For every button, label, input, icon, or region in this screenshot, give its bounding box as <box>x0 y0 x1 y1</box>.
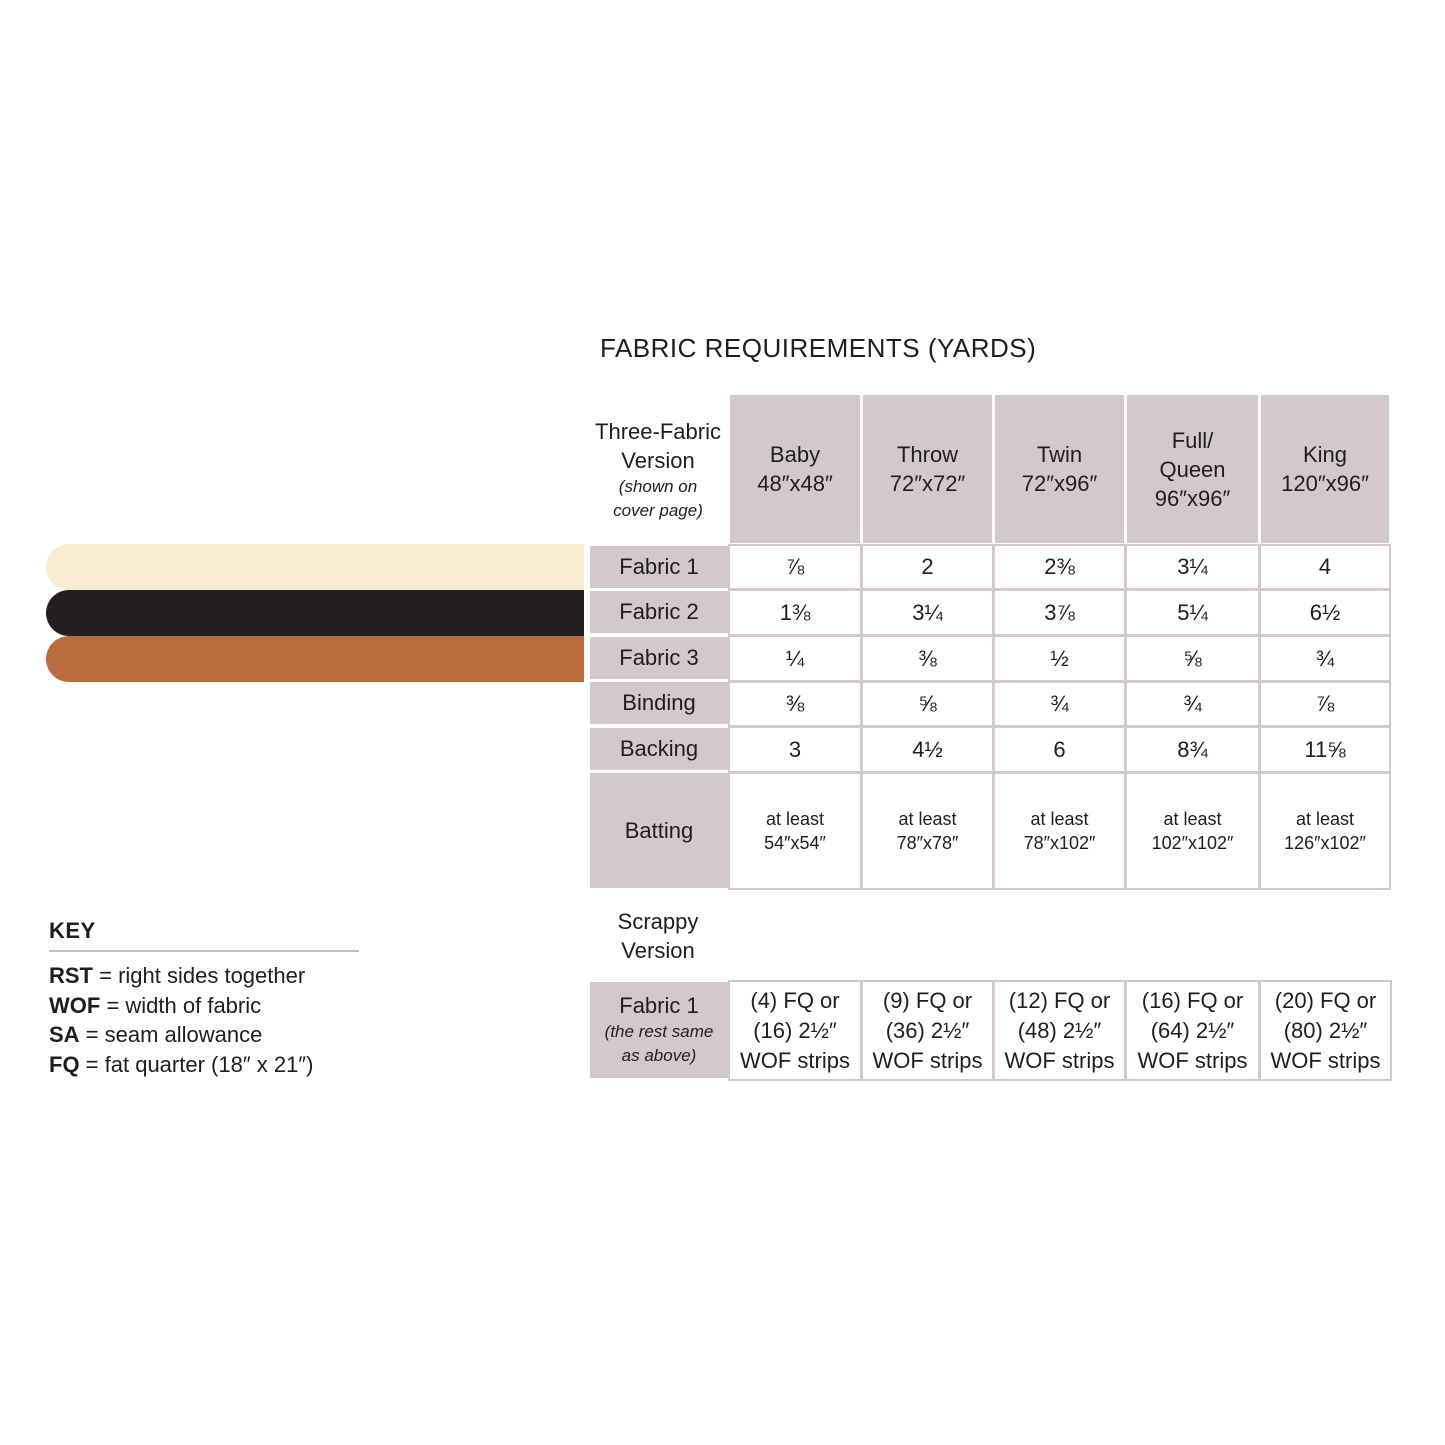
table-cell: ⅜ <box>728 681 862 727</box>
fabric-1-swatch <box>46 544 584 590</box>
key-divider <box>49 950 359 952</box>
batting-cell: at least 78″x78″ <box>861 772 994 890</box>
three-fabric-version-label: Three-Fabric Version (shown on cover page) <box>590 417 726 523</box>
table-cell: ½ <box>993 635 1126 682</box>
scrappy-cell: (20) FQ or (80) 2½″ WOF strips <box>1259 980 1392 1081</box>
fabric-2-swatch <box>46 590 584 636</box>
table-cell: 1⅜ <box>728 589 862 636</box>
column-header-king: King 120″x96″ <box>1261 395 1389 543</box>
key-item-fq: FQ = fat quarter (18″ x 21″) <box>49 1052 314 1077</box>
row-label-fabric-2: Fabric 2 <box>590 591 728 633</box>
table-cell: ⅜ <box>861 635 994 682</box>
table-cell: 5¼ <box>1125 589 1260 636</box>
page-title: FABRIC REQUIREMENTS (YARDS) <box>600 333 1037 363</box>
table-cell: 8¾ <box>1125 726 1260 773</box>
key-title: KEY <box>49 918 96 943</box>
table-cell: ¾ <box>1125 681 1260 727</box>
table-cell: 2⅜ <box>993 544 1126 590</box>
column-header-twin: Twin 72″x96″ <box>995 395 1124 543</box>
batting-cell: at least 126″x102″ <box>1259 772 1391 890</box>
table-cell: ⅞ <box>1259 681 1391 727</box>
row-label-fabric-1: Fabric 1 <box>590 546 728 588</box>
three-fabric-note: (shown on <box>618 477 698 496</box>
table-cell: ⅞ <box>728 544 862 590</box>
table-cell: 6½ <box>1259 589 1391 636</box>
table-cell: ⅝ <box>861 681 994 727</box>
row-label-binding: Binding <box>590 682 728 724</box>
table-cell: ¾ <box>993 681 1126 727</box>
batting-cell: at least 78″x102″ <box>993 772 1126 890</box>
key-item-rst: RST = right sides together <box>49 963 306 988</box>
table-cell: 4 <box>1259 544 1391 590</box>
scrappy-cell: (4) FQ or (16) 2½″ WOF strips <box>728 980 862 1081</box>
row-label-backing: Backing <box>590 728 728 770</box>
table-cell: ¾ <box>1259 635 1391 682</box>
table-cell: 3¼ <box>1125 544 1260 590</box>
row-label-batting: Batting <box>590 773 728 888</box>
column-header-throw: Throw 72″x72″ <box>863 395 992 543</box>
table-cell: 3¼ <box>861 589 994 636</box>
table-cell: 3 <box>728 726 862 773</box>
table-cell: 4½ <box>861 726 994 773</box>
scrappy-version-label: Scrappy Version <box>617 909 699 963</box>
scrappy-cell: (9) FQ or (36) 2½″ WOF strips <box>861 980 994 1081</box>
table-cell: 11⅝ <box>1259 726 1391 773</box>
table-cell: ¼ <box>728 635 862 682</box>
scrappy-cell: (12) FQ or (48) 2½″ WOF strips <box>993 980 1126 1081</box>
table-cell: 2 <box>861 544 994 590</box>
key-item-wof: WOF = width of fabric <box>49 993 262 1018</box>
table-cell: 6 <box>993 726 1126 773</box>
fabric-3-swatch <box>46 636 584 682</box>
row-label-fabric-3: Fabric 3 <box>590 637 728 679</box>
key-item-sa: SA = seam allowance <box>49 1022 263 1047</box>
column-header-full-queen: Full/ Queen 96″x96″ <box>1127 395 1258 543</box>
batting-cell: at least 54″x54″ <box>728 772 862 890</box>
row-label-scrappy-fabric-1: Fabric 1 (the rest same as above) <box>590 982 728 1078</box>
column-header-baby: Baby 48″x48″ <box>730 395 860 543</box>
table-cell: 3⅞ <box>993 589 1126 636</box>
scrappy-cell: (16) FQ or (64) 2½″ WOF strips <box>1125 980 1260 1081</box>
batting-cell: at least 102″x102″ <box>1125 772 1260 890</box>
table-cell: ⅝ <box>1125 635 1260 682</box>
